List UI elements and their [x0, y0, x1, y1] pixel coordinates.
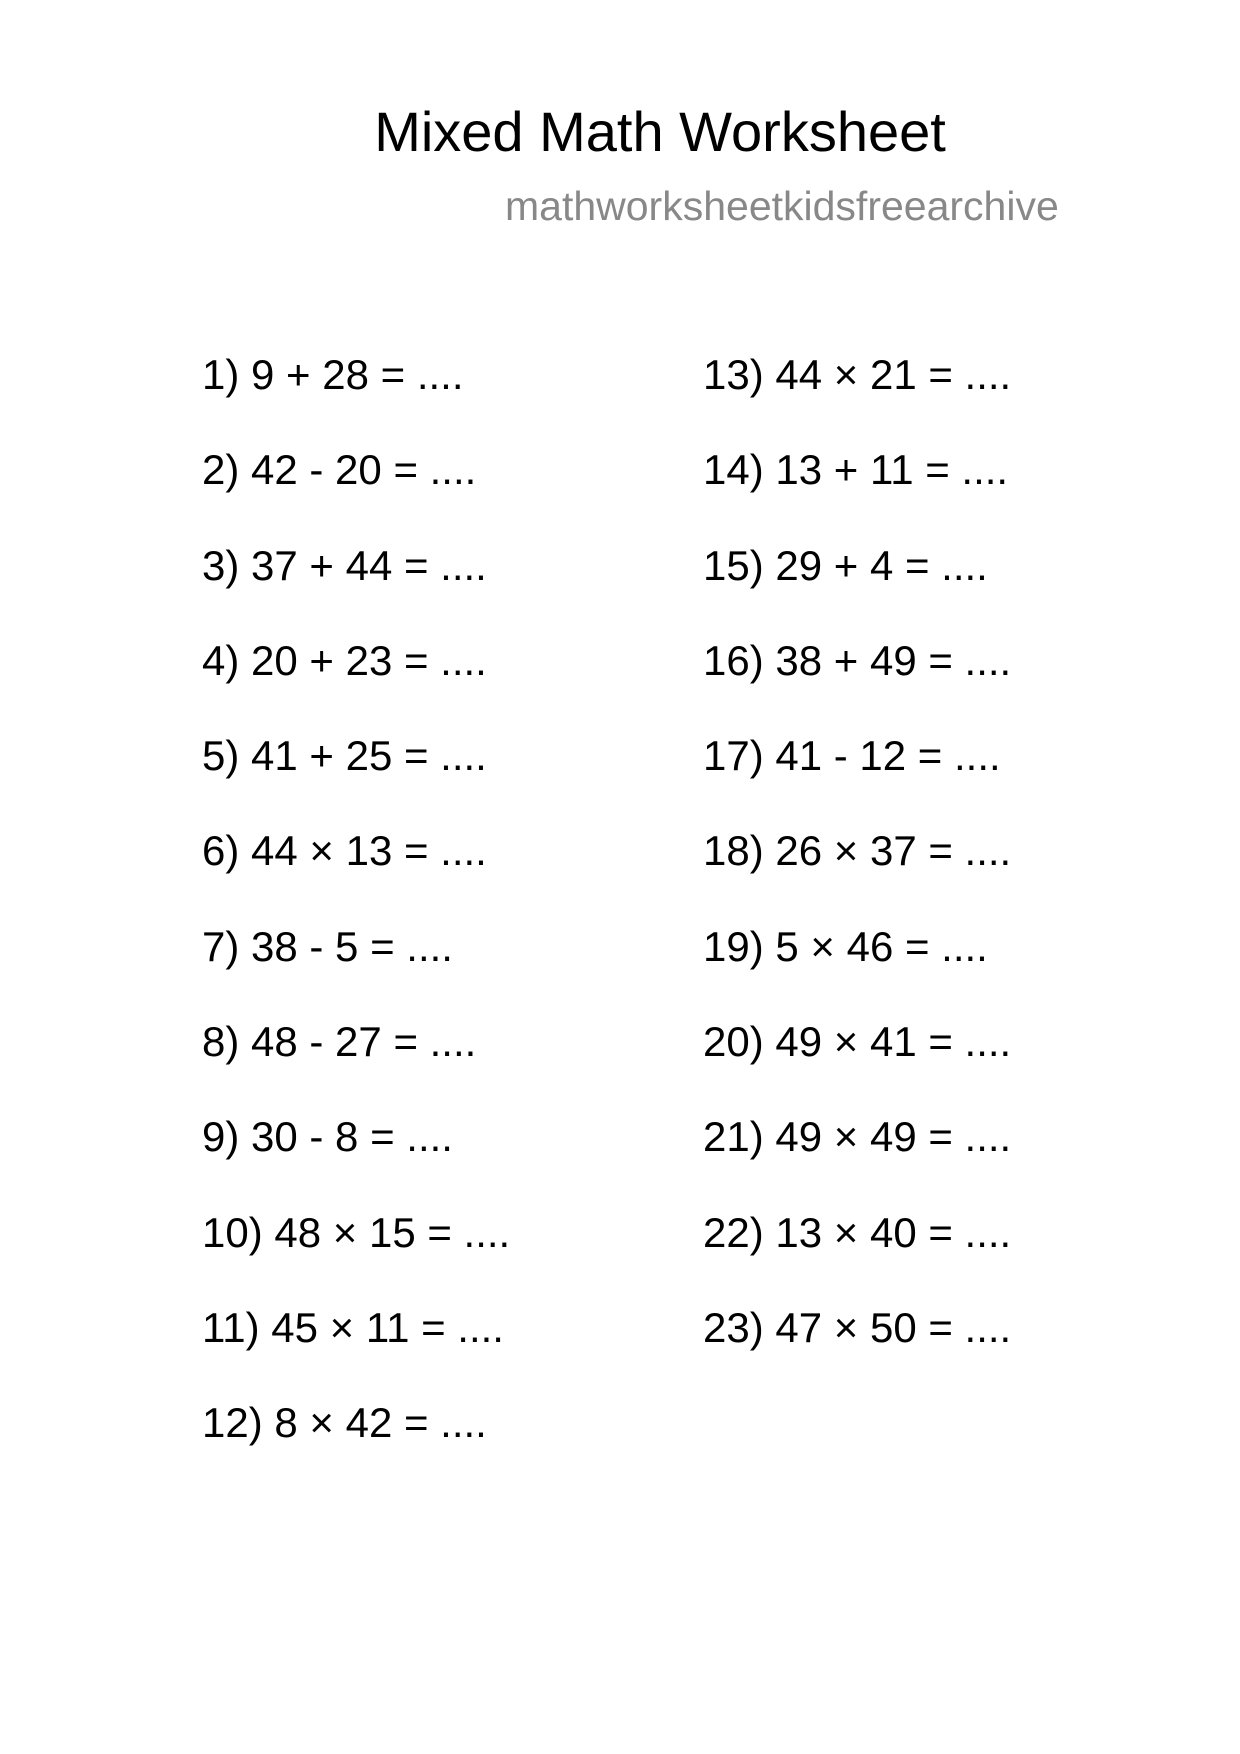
- page-subtitle: mathworksheetkidsfreearchive: [505, 183, 1059, 229]
- problem-item: 9) 30 - 8 = ....: [202, 1113, 453, 1161]
- problem-item: 17) 41 - 12 = ....: [703, 732, 1001, 780]
- problems-column-right: [703, 350, 1011, 1398]
- problem-item: 18) 26 × 37 = ....: [703, 827, 1012, 875]
- problem-item: 14) 13 + 11 = ....: [703, 446, 1009, 494]
- problems-column-left: [202, 350, 510, 1494]
- problem-item: 16) 38 + 49 = ....: [703, 636, 1012, 684]
- problem-item: 20) 49 × 41 = ....: [703, 1018, 1012, 1066]
- problem-item: 3) 37 + 44 = ....: [202, 541, 487, 589]
- problem-item: 6) 44 × 13 = ....: [202, 827, 487, 875]
- problem-item: 13) 44 × 21 = ....: [703, 351, 1012, 398]
- problem-item: 12) 8 × 42 = ....: [202, 1399, 487, 1447]
- problem-item: 11) 45 × 11 = ....: [202, 1303, 504, 1351]
- problem-item: 23) 47 × 50 = ....: [703, 1303, 1012, 1351]
- problem-item: 5) 41 + 25 = ....: [202, 732, 487, 780]
- problem-item: 8) 48 - 27 = ....: [202, 1018, 477, 1066]
- problem-item: 15) 29 + 4 = ....: [703, 541, 988, 589]
- problem-item: 19) 5 × 46 = ....: [703, 922, 988, 970]
- problem-item: 4) 20 + 23 = ....: [202, 636, 487, 684]
- problem-item: 1) 9 + 28 = ....: [202, 351, 464, 398]
- problem-item: 7) 38 - 5 = ....: [202, 922, 453, 970]
- problem-item: 2) 42 - 20 = ....: [202, 446, 477, 494]
- problem-item: 10) 48 × 15 = ....: [202, 1208, 511, 1256]
- problem-item: 21) 49 × 49 = ....: [703, 1113, 1012, 1161]
- problem-item: 22) 13 × 40 = ....: [703, 1208, 1012, 1256]
- page-title: Mixed Math Worksheet: [374, 100, 946, 163]
